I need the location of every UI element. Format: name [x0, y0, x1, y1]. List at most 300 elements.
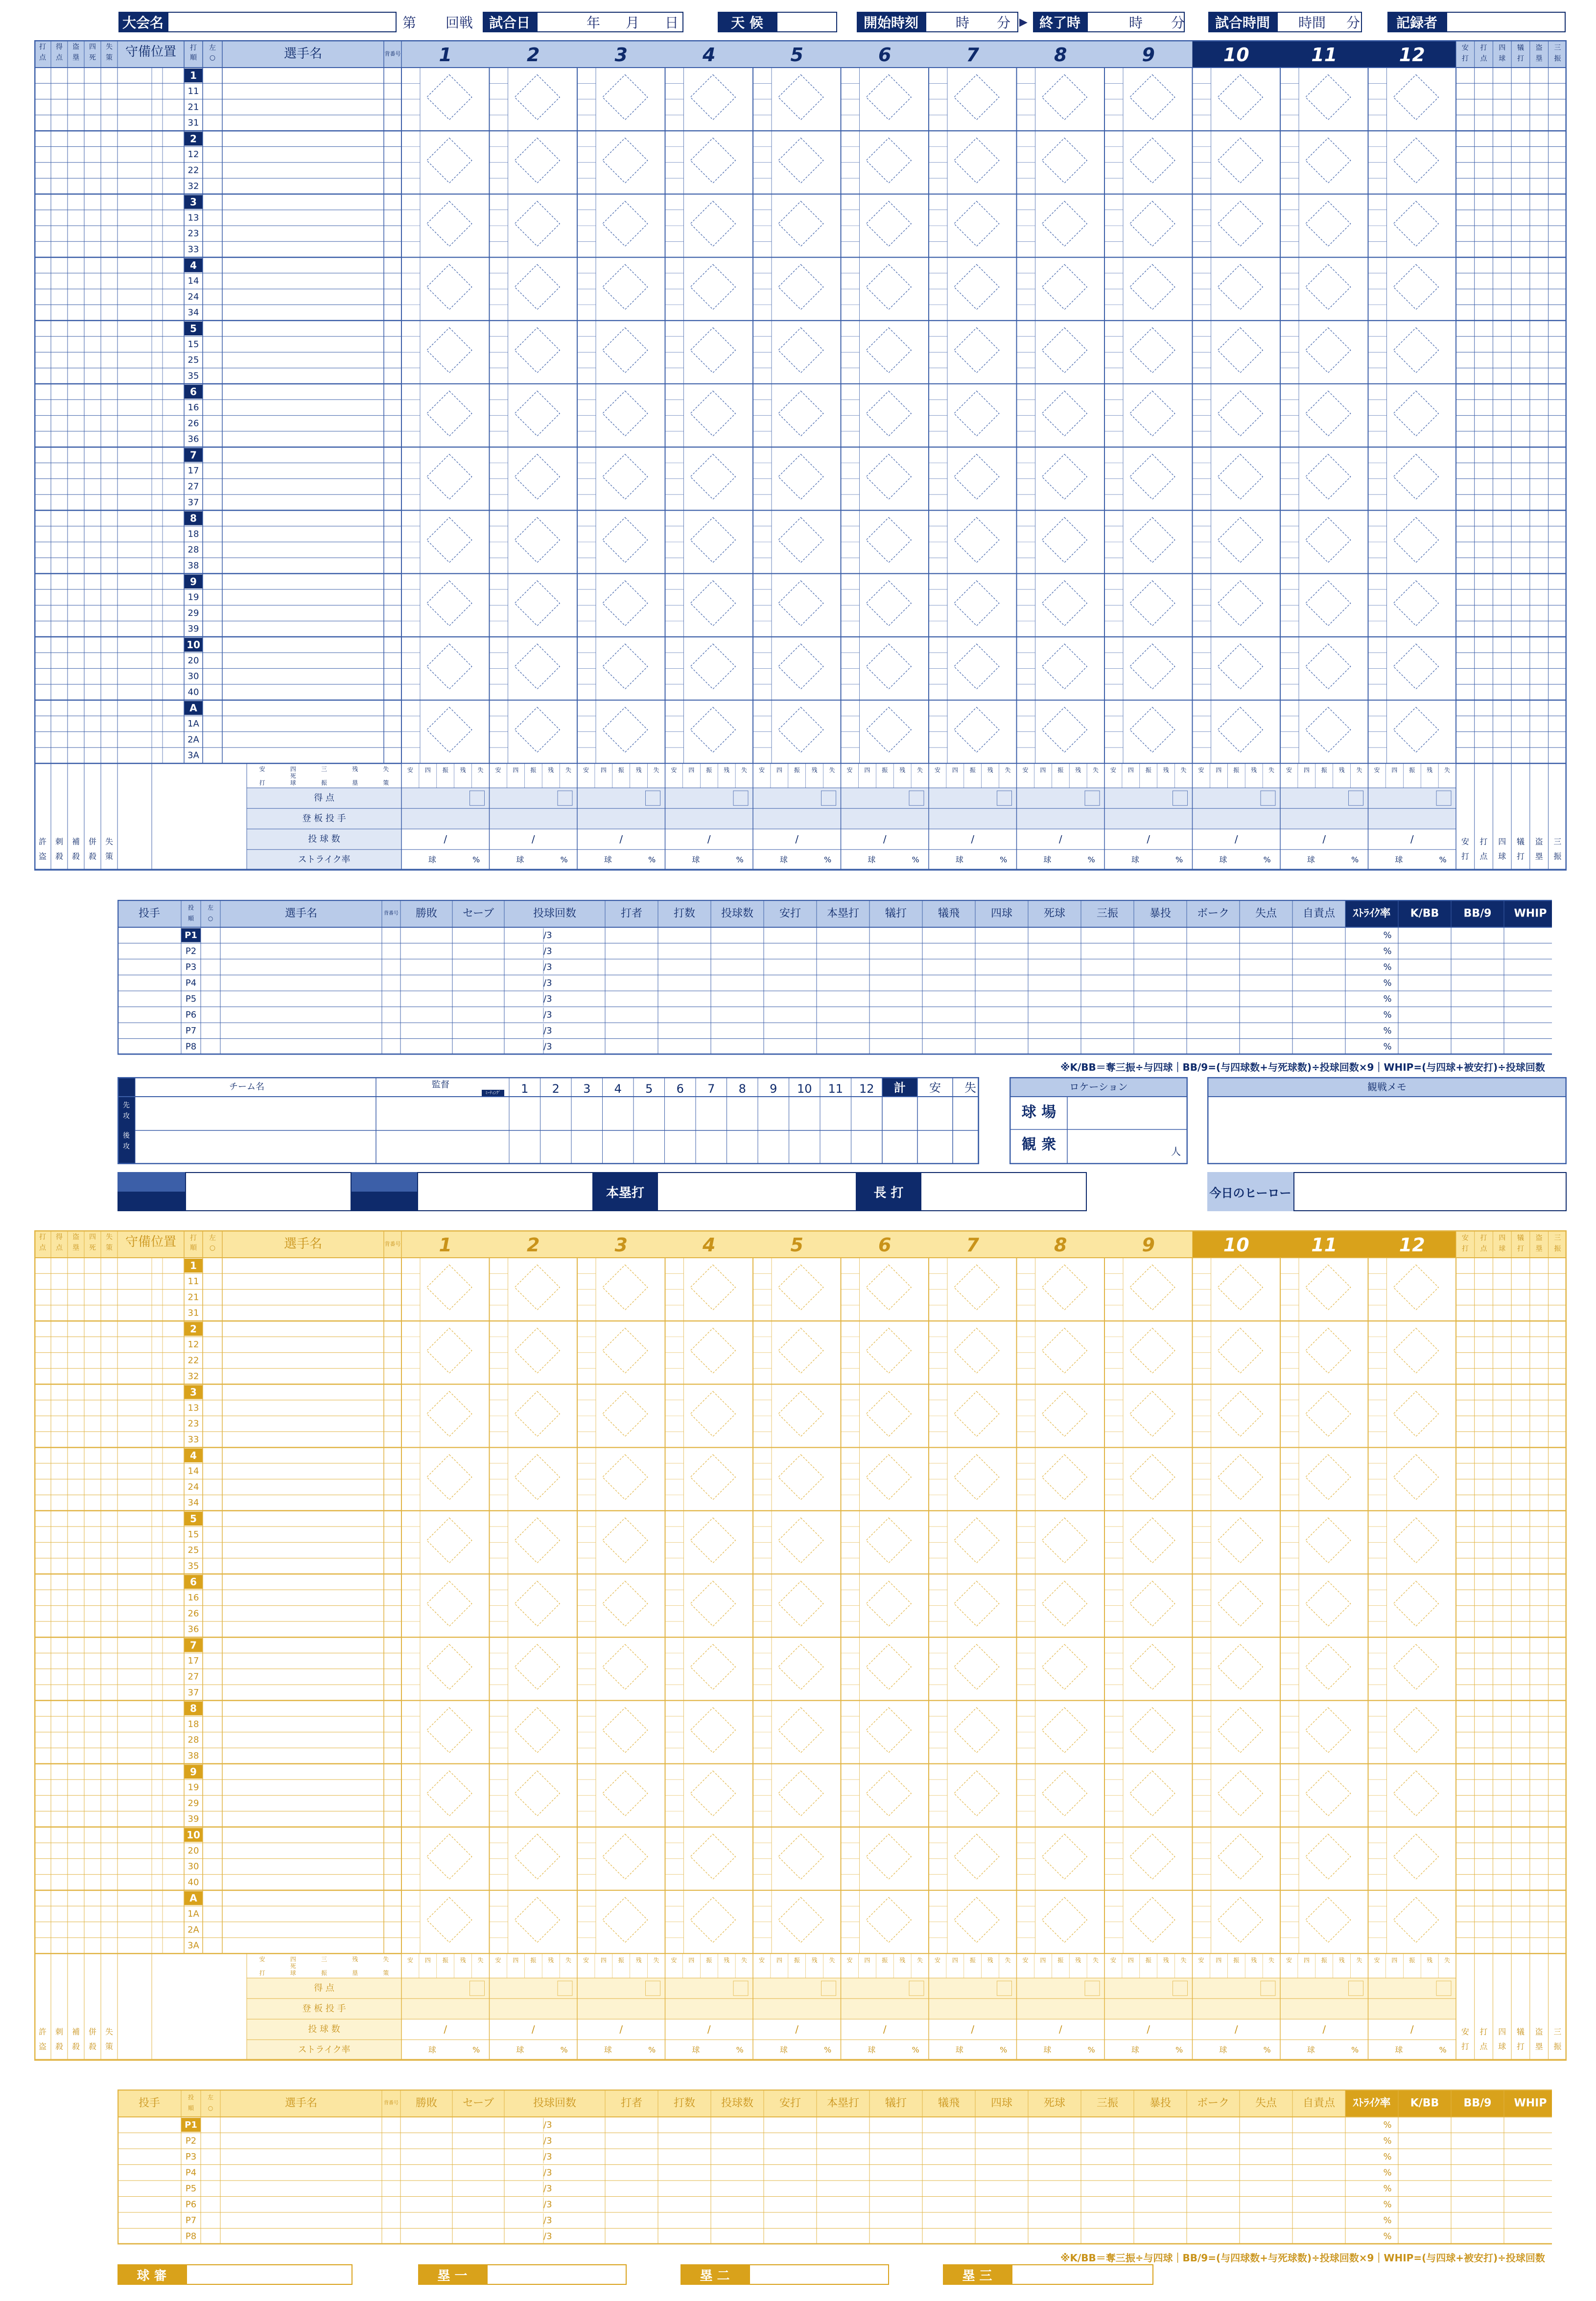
- pitching-cell[interactable]: [1451, 943, 1504, 960]
- pitching-cell[interactable]: [605, 1007, 658, 1023]
- pitching-cell[interactable]: [658, 2133, 711, 2149]
- pitching-cell[interactable]: [605, 2133, 658, 2149]
- pitching-cell[interactable]: [1187, 1007, 1240, 1023]
- pitching-cell[interactable]: [922, 959, 975, 975]
- pitching-cell[interactable]: [1451, 2149, 1504, 2165]
- pitching-cell[interactable]: [605, 959, 658, 975]
- pitching-cell[interactable]: [117, 1039, 181, 1055]
- pitching-cell[interactable]: [452, 2229, 504, 2245]
- pitching-cell[interactable]: [1504, 2133, 1552, 2149]
- pitching-cell[interactable]: [869, 2149, 922, 2165]
- pitching-cell[interactable]: [1451, 959, 1504, 975]
- pitching-cell[interactable]: [711, 2181, 764, 2197]
- pitching-cell[interactable]: [658, 959, 711, 975]
- pitching-cell[interactable]: [711, 943, 764, 960]
- pitching-cell[interactable]: [1451, 927, 1504, 943]
- pitching-cell[interactable]: [1134, 2229, 1187, 2245]
- pitching-cell[interactable]: [1451, 1007, 1504, 1023]
- pitching-cell[interactable]: [975, 2149, 1028, 2165]
- pitching-cell[interactable]: [922, 975, 975, 991]
- pitching-cell[interactable]: [658, 2165, 711, 2181]
- pitching-cell[interactable]: [1081, 959, 1134, 975]
- pitching-cell[interactable]: [922, 1007, 975, 1023]
- pitching-cell[interactable]: [922, 2212, 975, 2229]
- pitching-cell[interactable]: [220, 2133, 382, 2149]
- pitching-cell[interactable]: [1292, 2165, 1345, 2181]
- pitching-cell[interactable]: [452, 2197, 504, 2213]
- pitching-cell[interactable]: [400, 1023, 452, 1039]
- pitching-cell[interactable]: [605, 2181, 658, 2197]
- weather-field[interactable]: [776, 12, 837, 32]
- pitching-cell[interactable]: [1240, 975, 1292, 991]
- pitching-cell[interactable]: [504, 1039, 605, 1055]
- pitching-cell[interactable]: [1398, 991, 1451, 1007]
- pitching-cell[interactable]: [220, 2181, 382, 2197]
- pitching-cell[interactable]: [1187, 2197, 1240, 2213]
- pitching-cell[interactable]: [1187, 991, 1240, 1007]
- pitching-cell[interactable]: [764, 927, 817, 943]
- pitching-cell[interactable]: [1504, 959, 1552, 975]
- pitching-cell[interactable]: [1504, 927, 1552, 943]
- pitching-cell[interactable]: [869, 2165, 922, 2181]
- pitching-cell[interactable]: [1081, 2229, 1134, 2245]
- pitching-cell[interactable]: [452, 2165, 504, 2181]
- pitching-cell[interactable]: [452, 2181, 504, 2197]
- pitching-cell[interactable]: [605, 2229, 658, 2245]
- pitching-cell[interactable]: [400, 2229, 452, 2245]
- pitching-cell[interactable]: [201, 1039, 220, 1055]
- pitching-cell[interactable]: [117, 2212, 181, 2229]
- pitching-cell[interactable]: [400, 2165, 452, 2181]
- pitching-cell[interactable]: [1240, 2117, 1292, 2133]
- pitching-cell[interactable]: [975, 2165, 1028, 2181]
- pitching-cell[interactable]: [817, 2117, 869, 2133]
- pitching-cell[interactable]: [400, 2149, 452, 2165]
- pitching-cell[interactable]: [382, 943, 400, 960]
- pitching-cell[interactable]: [1187, 2212, 1240, 2229]
- pitching-cell[interactable]: [1451, 975, 1504, 991]
- pitching-cell[interactable]: [201, 927, 220, 943]
- pitching-cell[interactable]: [504, 975, 605, 991]
- pitching-cell[interactable]: [975, 927, 1028, 943]
- pitching-cell[interactable]: [504, 959, 605, 975]
- pitching-cell[interactable]: [1504, 991, 1552, 1007]
- pitching-cell[interactable]: [1028, 2133, 1081, 2149]
- pitching-cell[interactable]: [504, 2117, 605, 2133]
- homerun-field[interactable]: [657, 1172, 857, 1211]
- pitching-cell[interactable]: [1451, 2133, 1504, 2149]
- pitching-cell[interactable]: [117, 2117, 181, 2133]
- pitching-cell[interactable]: [1398, 943, 1451, 960]
- pitching-cell[interactable]: [764, 959, 817, 975]
- pitching-cell[interactable]: [1028, 991, 1081, 1007]
- pitching-cell[interactable]: [220, 975, 382, 991]
- pitching-cell[interactable]: [764, 2229, 817, 2245]
- pitching-cell[interactable]: [975, 2229, 1028, 2245]
- pitching-cell[interactable]: [1504, 1007, 1552, 1023]
- pitching-cell[interactable]: [605, 943, 658, 960]
- pitching-cell[interactable]: [452, 2149, 504, 2165]
- pitching-cell[interactable]: [1028, 959, 1081, 975]
- pitching-cell[interactable]: [817, 1023, 869, 1039]
- pitching-cell[interactable]: [201, 2212, 220, 2229]
- pitching-cell[interactable]: [1292, 1007, 1345, 1023]
- umpire-third-field[interactable]: [1011, 2264, 1153, 2285]
- pitching-cell[interactable]: [658, 2212, 711, 2229]
- pitching-cell[interactable]: [1134, 959, 1187, 975]
- pitching-cell[interactable]: [201, 943, 220, 960]
- pitching-cell[interactable]: [975, 2181, 1028, 2197]
- pitching-cell[interactable]: [1240, 2181, 1292, 2197]
- pitching-cell[interactable]: [1292, 1039, 1345, 1055]
- umpire-first-field[interactable]: [487, 2264, 627, 2285]
- pitching-cell[interactable]: [117, 2133, 181, 2149]
- pitching-cell[interactable]: [1028, 975, 1081, 991]
- pitching-cell[interactable]: [869, 959, 922, 975]
- pitching-cell[interactable]: [764, 991, 817, 1007]
- pitching-cell[interactable]: [605, 2212, 658, 2229]
- pitching-cell[interactable]: [1240, 1007, 1292, 1023]
- pitching-cell[interactable]: [711, 1023, 764, 1039]
- pitching-cell[interactable]: [1240, 2133, 1292, 2149]
- pitching-cell[interactable]: [817, 2165, 869, 2181]
- pitching-cell[interactable]: [658, 2181, 711, 2197]
- pitching-cell[interactable]: [382, 927, 400, 943]
- umpire-plate-field[interactable]: [186, 2264, 352, 2285]
- pitching-cell[interactable]: [1134, 2212, 1187, 2229]
- pitching-cell[interactable]: [1292, 975, 1345, 991]
- pitching-cell[interactable]: [1134, 943, 1187, 960]
- pitching-cell[interactable]: [220, 2165, 382, 2181]
- pitching-cell[interactable]: [817, 2181, 869, 2197]
- pitching-cell[interactable]: [382, 2165, 400, 2181]
- pitching-cell[interactable]: [658, 991, 711, 1007]
- pitching-cell[interactable]: [1240, 2197, 1292, 2213]
- pitching-cell[interactable]: [1292, 2117, 1345, 2133]
- pitching-cell[interactable]: [452, 927, 504, 943]
- pitching-cell[interactable]: [711, 975, 764, 991]
- pitching-cell[interactable]: [1292, 991, 1345, 1007]
- pitching-cell[interactable]: [220, 1039, 382, 1055]
- pitching-cell[interactable]: [1081, 1039, 1134, 1055]
- pitching-cell[interactable]: [764, 2181, 817, 2197]
- pitching-cell[interactable]: [400, 2117, 452, 2133]
- pitching-cell[interactable]: [605, 991, 658, 1007]
- pitching-cell[interactable]: [201, 2229, 220, 2245]
- pitching-cell[interactable]: [220, 1023, 382, 1039]
- pitching-cell[interactable]: [452, 2117, 504, 2133]
- pitching-cell[interactable]: [764, 2117, 817, 2133]
- pitching-cell[interactable]: [1504, 943, 1552, 960]
- pitching-cell[interactable]: [1081, 991, 1134, 1007]
- pitching-cell[interactable]: [711, 959, 764, 975]
- pitching-cell[interactable]: [922, 927, 975, 943]
- pitching-cell[interactable]: [869, 1007, 922, 1023]
- pitching-cell[interactable]: [869, 927, 922, 943]
- pitching-cell[interactable]: [504, 2229, 605, 2245]
- pitching-cell[interactable]: [1451, 1039, 1504, 1055]
- pitching-cell[interactable]: [1398, 1023, 1451, 1039]
- pitching-cell[interactable]: [1292, 2197, 1345, 2213]
- pitching-cell[interactable]: [922, 2117, 975, 2133]
- pitching-cell[interactable]: [382, 1007, 400, 1023]
- pitching-cell[interactable]: [1081, 1007, 1134, 1023]
- pitching-cell[interactable]: [1134, 2149, 1187, 2165]
- pitching-cell[interactable]: [869, 2117, 922, 2133]
- pitching-cell[interactable]: [975, 1039, 1028, 1055]
- pitching-cell[interactable]: [1134, 2133, 1187, 2149]
- pitching-cell[interactable]: [201, 2117, 220, 2133]
- pitching-cell[interactable]: [1292, 2149, 1345, 2165]
- pitching-cell[interactable]: [1504, 1023, 1552, 1039]
- pitching-cell[interactable]: [1504, 2212, 1552, 2229]
- pitching-cell[interactable]: [1292, 2212, 1345, 2229]
- pitching-cell[interactable]: [1240, 2229, 1292, 2245]
- pitching-cell[interactable]: [1398, 2117, 1451, 2133]
- pitching-cell[interactable]: [220, 959, 382, 975]
- pitching-cell[interactable]: [1187, 943, 1240, 960]
- pitching-cell[interactable]: [764, 2212, 817, 2229]
- pitching-cell[interactable]: [658, 2197, 711, 2213]
- pitching-cell[interactable]: [711, 2229, 764, 2245]
- pitching-cell[interactable]: [117, 2181, 181, 2197]
- pitching-cell[interactable]: [975, 991, 1028, 1007]
- pitching-cell[interactable]: [1398, 2197, 1451, 2213]
- pitching-cell[interactable]: [711, 2165, 764, 2181]
- recorder-field[interactable]: [1446, 12, 1566, 32]
- pitching-cell[interactable]: [1451, 1023, 1504, 1039]
- memo-field[interactable]: [1209, 1099, 1565, 1162]
- pitching-cell[interactable]: [452, 2133, 504, 2149]
- pitching-cell[interactable]: [1134, 975, 1187, 991]
- pitching-cell[interactable]: [1134, 2165, 1187, 2181]
- pitching-cell[interactable]: [117, 2229, 181, 2245]
- pitching-cell[interactable]: [817, 1039, 869, 1055]
- pitching-cell[interactable]: [817, 1007, 869, 1023]
- pitching-cell[interactable]: [400, 2197, 452, 2213]
- pitching-cell[interactable]: [658, 975, 711, 991]
- pitching-cell[interactable]: [1081, 2149, 1134, 2165]
- pitching-cell[interactable]: [764, 2149, 817, 2165]
- pitching-cell[interactable]: [922, 2181, 975, 2197]
- pitching-cell[interactable]: [1187, 959, 1240, 975]
- pitching-cell[interactable]: [711, 1039, 764, 1055]
- pitching-cell[interactable]: [869, 2181, 922, 2197]
- pitching-cell[interactable]: [1398, 2181, 1451, 2197]
- pitching-cell[interactable]: [605, 2149, 658, 2165]
- pitching-cell[interactable]: [817, 975, 869, 991]
- pitching-cell[interactable]: [382, 2229, 400, 2245]
- pitching-cell[interactable]: [1240, 991, 1292, 1007]
- pitching-cell[interactable]: [201, 2133, 220, 2149]
- pitching-cell[interactable]: [117, 1007, 181, 1023]
- pitching-cell[interactable]: [817, 927, 869, 943]
- pitching-cell[interactable]: [658, 2117, 711, 2133]
- pitching-cell[interactable]: [400, 2133, 452, 2149]
- pitching-cell[interactable]: [1134, 2181, 1187, 2197]
- pitching-cell[interactable]: [1081, 1023, 1134, 1039]
- pitching-cell[interactable]: [1292, 927, 1345, 943]
- pitching-cell[interactable]: [400, 991, 452, 1007]
- pitching-cell[interactable]: [1028, 1007, 1081, 1023]
- pitching-cell[interactable]: [382, 991, 400, 1007]
- pitching-cell[interactable]: [1028, 2117, 1081, 2133]
- pitching-cell[interactable]: [1240, 943, 1292, 960]
- pitching-cell[interactable]: [1187, 2229, 1240, 2245]
- pitching-cell[interactable]: [400, 1039, 452, 1055]
- pitching-cell[interactable]: [504, 927, 605, 943]
- pitching-cell[interactable]: [1187, 2133, 1240, 2149]
- pitching-cell[interactable]: [975, 2212, 1028, 2229]
- pitching-cell[interactable]: [658, 2149, 711, 2165]
- pitching-cell[interactable]: [1134, 1039, 1187, 1055]
- pitching-cell[interactable]: [711, 1007, 764, 1023]
- pitching-cell[interactable]: [400, 927, 452, 943]
- pitching-cell[interactable]: [504, 2149, 605, 2165]
- pitching-cell[interactable]: [1081, 2165, 1134, 2181]
- pitching-cell[interactable]: [869, 991, 922, 1007]
- pitching-cell[interactable]: [1187, 927, 1240, 943]
- pitching-cell[interactable]: [764, 1039, 817, 1055]
- pitching-cell[interactable]: [201, 1007, 220, 1023]
- hero-field[interactable]: [1293, 1172, 1567, 1211]
- pitching-cell[interactable]: [1187, 1039, 1240, 1055]
- pitching-cell[interactable]: [117, 959, 181, 975]
- pitching-cell[interactable]: [504, 2197, 605, 2213]
- pitching-cell[interactable]: [220, 927, 382, 943]
- pitching-cell[interactable]: [1451, 2229, 1504, 2245]
- pitching-cell[interactable]: [1240, 959, 1292, 975]
- pitching-cell[interactable]: [1398, 2165, 1451, 2181]
- pitching-cell[interactable]: [605, 1023, 658, 1039]
- pitching-cell[interactable]: [1187, 2181, 1240, 2197]
- pitching-cell[interactable]: [711, 2133, 764, 2149]
- pitching-cell[interactable]: [1504, 2181, 1552, 2197]
- pitching-cell[interactable]: [452, 2212, 504, 2229]
- pitching-cell[interactable]: [975, 2133, 1028, 2149]
- pitching-cell[interactable]: [1187, 2165, 1240, 2181]
- pitching-cell[interactable]: [1081, 927, 1134, 943]
- pitching-cell[interactable]: [452, 975, 504, 991]
- pitching-cell[interactable]: [975, 975, 1028, 991]
- ballpark-field[interactable]: [1068, 1099, 1186, 1128]
- pitching-cell[interactable]: [220, 2212, 382, 2229]
- pitching-cell[interactable]: [382, 959, 400, 975]
- pitching-cell[interactable]: [1504, 2117, 1552, 2133]
- pitching-cell[interactable]: [1398, 1039, 1451, 1055]
- crowd-field[interactable]: [1068, 1132, 1171, 1161]
- pitching-cell[interactable]: [201, 959, 220, 975]
- pitching-cell[interactable]: [1134, 2117, 1187, 2133]
- pitching-cell[interactable]: [220, 2197, 382, 2213]
- pitching-cell[interactable]: [1504, 2165, 1552, 2181]
- pitching-cell[interactable]: [400, 1007, 452, 1023]
- pitching-cell[interactable]: [869, 943, 922, 960]
- pitching-cell[interactable]: [764, 2133, 817, 2149]
- pitching-cell[interactable]: [1240, 1023, 1292, 1039]
- pitching-cell[interactable]: [1292, 943, 1345, 960]
- pitching-cell[interactable]: [117, 943, 181, 960]
- pitching-cell[interactable]: [711, 2149, 764, 2165]
- pitching-cell[interactable]: [1451, 2181, 1504, 2197]
- pitching-cell[interactable]: [452, 1007, 504, 1023]
- pitching-cell[interactable]: [1081, 2212, 1134, 2229]
- pitching-cell[interactable]: [1134, 2197, 1187, 2213]
- pitching-cell[interactable]: [1398, 2212, 1451, 2229]
- pitching-cell[interactable]: [201, 1023, 220, 1039]
- umpire-second-field[interactable]: [749, 2264, 889, 2285]
- pitching-cell[interactable]: [605, 975, 658, 991]
- pitching-cell[interactable]: [1240, 2165, 1292, 2181]
- pitching-cell[interactable]: [975, 943, 1028, 960]
- pitching-cell[interactable]: [869, 1039, 922, 1055]
- pitching-cell[interactable]: [1398, 959, 1451, 975]
- pitching-cell[interactable]: [975, 2197, 1028, 2213]
- pitching-cell[interactable]: [817, 991, 869, 1007]
- pitching-cell[interactable]: [922, 2197, 975, 2213]
- pitching-cell[interactable]: [975, 1007, 1028, 1023]
- pitching-cell[interactable]: [117, 2149, 181, 2165]
- pitching-cell[interactable]: [1081, 975, 1134, 991]
- pitching-cell[interactable]: [1398, 2149, 1451, 2165]
- pitching-cell[interactable]: [1240, 1039, 1292, 1055]
- pitching-cell[interactable]: [382, 1023, 400, 1039]
- pitching-cell[interactable]: [400, 2181, 452, 2197]
- pitching-cell[interactable]: [1240, 2149, 1292, 2165]
- pitching-cell[interactable]: [1134, 1007, 1187, 1023]
- pitching-cell[interactable]: [605, 2165, 658, 2181]
- pitching-cell[interactable]: [382, 2117, 400, 2133]
- pitching-cell[interactable]: [975, 959, 1028, 975]
- pitching-cell[interactable]: [764, 943, 817, 960]
- pitching-cell[interactable]: [1028, 2197, 1081, 2213]
- pitching-cell[interactable]: [922, 943, 975, 960]
- pitching-cell[interactable]: [201, 2149, 220, 2165]
- pitching-cell[interactable]: [869, 2133, 922, 2149]
- pitching-cell[interactable]: [1504, 2149, 1552, 2165]
- pitching-cell[interactable]: [1028, 1023, 1081, 1039]
- pitching-cell[interactable]: [922, 991, 975, 1007]
- pitching-cell[interactable]: [1398, 2229, 1451, 2245]
- pitching-cell[interactable]: [869, 2229, 922, 2245]
- pitching-cell[interactable]: [658, 1039, 711, 1055]
- pitching-cell[interactable]: [658, 1023, 711, 1039]
- pitching-cell[interactable]: [220, 2229, 382, 2245]
- pitching-cell[interactable]: [1028, 2212, 1081, 2229]
- pitching-cell[interactable]: [1451, 2197, 1504, 2213]
- pitching-cell[interactable]: [1187, 2117, 1240, 2133]
- pitching-cell[interactable]: [817, 2133, 869, 2149]
- pitching-cell[interactable]: [1504, 2229, 1552, 2245]
- pitching-cell[interactable]: [382, 2149, 400, 2165]
- pitching-cell[interactable]: [605, 1039, 658, 1055]
- pitching-cell[interactable]: [869, 2197, 922, 2213]
- pitching-cell[interactable]: [1028, 927, 1081, 943]
- pitching-cell[interactable]: [1240, 2212, 1292, 2229]
- pitching-cell[interactable]: [1028, 1039, 1081, 1055]
- pitching-cell[interactable]: [117, 2165, 181, 2181]
- pitching-cell[interactable]: [117, 991, 181, 1007]
- pitching-cell[interactable]: [117, 927, 181, 943]
- pitching-cell[interactable]: [117, 2197, 181, 2213]
- pitching-cell[interactable]: [220, 1007, 382, 1023]
- pitching-cell[interactable]: [504, 2165, 605, 2181]
- pitching-cell[interactable]: [504, 2181, 605, 2197]
- pitching-cell[interactable]: [605, 2197, 658, 2213]
- pitching-cell[interactable]: [1187, 975, 1240, 991]
- pitching-cell[interactable]: [400, 975, 452, 991]
- pitching-cell[interactable]: [220, 2149, 382, 2165]
